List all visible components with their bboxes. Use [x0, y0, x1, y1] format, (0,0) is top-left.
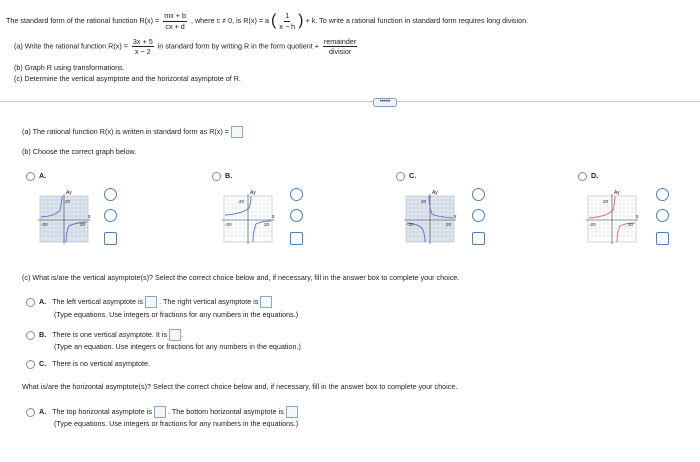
radio-c[interactable] [396, 172, 405, 181]
bottom-horizontal-asymptote-input[interactable] [286, 406, 298, 418]
zoom-out-icon[interactable] [104, 209, 117, 222]
horizontal-option-a-note: (Type equations. Use integers or fractions for any numbers in the equations.) [54, 419, 299, 428]
option-label: A. [39, 296, 47, 306]
answer-b: (b) Choose the correct graph below. [22, 147, 137, 156]
answer-a-text: (a) The rational function R(x) is written in standard form as R(x) = [22, 126, 229, 136]
part-a-mid: in standard form by writing R in the form quotient + [157, 41, 319, 51]
graph-d [586, 188, 640, 246]
radio-d[interactable] [578, 172, 587, 181]
x-tick-right: 20 [446, 222, 452, 227]
graph-option-d[interactable] [578, 171, 602, 181]
vertical-option-a-note: (Type equations. Use integers or fractions for any numbers in the equations.) [54, 310, 299, 319]
divider [0, 101, 700, 102]
y-axis-label: Ay [66, 190, 72, 196]
zoom-in-icon[interactable] [104, 188, 117, 201]
answer-a-input[interactable] [231, 126, 243, 138]
option-text: There is no vertical asymptote. [52, 359, 150, 368]
x-axis-label: x [272, 214, 275, 220]
problem-intro: The standard form of the rational function R(x) = $\frac{mx + b}{cx + d}$ , where c ≠ 0, is R(x) = a ( $\frac{1}{x - h}$ ) + k. To write a rational function in standard form requires long division. [6, 11, 529, 31]
x-tick-left: -20 [589, 222, 596, 227]
option-label: A. [39, 406, 47, 416]
x-tick-left: -20 [41, 222, 48, 227]
y-axis-label: Ay [432, 190, 438, 196]
radio-vertical-b[interactable] [26, 331, 35, 340]
graph-option-a[interactable] [26, 171, 50, 181]
y-tick-label: 20 [65, 199, 71, 204]
expand-graph-icon[interactable] [656, 232, 669, 245]
part-a-form [323, 38, 357, 55]
zoom-in-icon[interactable] [656, 188, 669, 201]
intro-text: The standard form of the rational function R(x) = [6, 15, 160, 25]
expand-graph-icon[interactable] [290, 232, 303, 245]
radio-vertical-a[interactable] [26, 298, 35, 307]
option-label: D. [591, 171, 599, 180]
option-label: C. [39, 359, 47, 368]
vertical-option-b-note: (Type an equation. Use integers or fractions for any numbers in the equation.) [54, 342, 301, 351]
x-tick-left: -20 [225, 222, 232, 227]
x-tick-left: -20 [407, 222, 414, 227]
top-horizontal-asymptote-input[interactable] [154, 406, 166, 418]
vertical-question: (c) What is/are the vertical asymptote(s)? Select the correct choice below and, if necessary, fill in the answer box to complete your choice. [22, 273, 460, 282]
vertical-asymptote-input[interactable] [169, 329, 184, 341]
y-axis-label: Ay [614, 190, 620, 196]
expand-graph-icon[interactable] [472, 232, 485, 245]
graph-option-b[interactable] [212, 171, 236, 181]
horizontal-option-a[interactable] [26, 406, 298, 418]
part-b-statement: (b) Graph R using transformations. [14, 63, 125, 72]
intro-fraction [163, 12, 187, 29]
part-a-fraction [132, 38, 154, 55]
intro-suffix: + k. To write a rational function in standard form requires long division. [305, 15, 529, 25]
radio-a[interactable] [26, 172, 35, 181]
part-c-statement: (c) Determine the vertical asymptote and the horizontal asymptote of R. [14, 74, 241, 83]
part-a-text: (a) Write the rational function R(x) = [14, 41, 128, 51]
graph-c [404, 188, 458, 246]
zoom-out-icon[interactable] [290, 209, 303, 222]
zoom-out-icon[interactable] [472, 209, 485, 222]
vertical-option-b[interactable] [26, 329, 183, 341]
frac-num: 1 [285, 11, 290, 21]
x-axis-label: x [636, 214, 639, 220]
zoom-in-icon[interactable] [472, 188, 485, 201]
option-text-2: . [181, 329, 184, 339]
y-axis-label: Ay [250, 190, 256, 196]
y-tick-label: 20 [421, 199, 427, 204]
frac-den: x − h [279, 21, 296, 31]
option-label: B. [225, 171, 233, 180]
left-vertical-asymptote-input[interactable] [145, 296, 157, 308]
intro-mid: , where c ≠ 0, is R(x) = a [191, 15, 270, 25]
graph-b [222, 188, 276, 246]
x-axis-label: x [88, 214, 91, 220]
option-label: C. [409, 171, 417, 180]
zoom-out-icon[interactable] [656, 209, 669, 222]
intro-inner-fraction [278, 12, 296, 29]
y-tick-label: 20 [239, 199, 245, 204]
option-text: There is one vertical asymptote. It is [52, 329, 168, 339]
radio-vertical-c[interactable] [26, 360, 35, 369]
graph-option-c[interactable] [396, 171, 420, 181]
frac-den: cx + d [165, 21, 185, 31]
expand-graph-icon[interactable] [104, 232, 117, 245]
radio-horizontal-a[interactable] [26, 408, 35, 417]
option-label: B. [39, 329, 47, 339]
option-label: A. [39, 171, 47, 180]
x-tick-right: 20 [264, 222, 270, 227]
frac-num: mx + b [164, 11, 186, 21]
frac-num: 3x + 5 [132, 37, 153, 46]
option-text: The left vertical asymptote is [52, 296, 144, 306]
right-vertical-asymptote-input[interactable] [260, 296, 272, 308]
zoom-in-icon[interactable] [290, 188, 303, 201]
option-text-2: . The right vertical asymptote is [159, 296, 259, 306]
expand-button[interactable]: ••••• [373, 98, 397, 107]
y-tick-label: 20 [603, 199, 609, 204]
frac-den: x − 2 [134, 47, 151, 57]
horizontal-question: What is/are the horizontal asymptote(s)? Select the correct choice below and, if necessary, fill in the answer box to complete your choice. [22, 382, 458, 391]
x-axis-label: x [454, 214, 457, 220]
option-text-2: . The bottom horizontal asymptote is [167, 406, 284, 416]
vertical-option-c[interactable] [26, 359, 150, 369]
frac-num: remainder [323, 37, 357, 46]
vertical-option-a[interactable] [26, 296, 272, 308]
answer-a [22, 126, 243, 138]
x-tick-right: 20 [80, 222, 86, 227]
x-tick-right: 20 [628, 222, 634, 227]
graph-a [38, 188, 92, 246]
option-text: The top horizontal asymptote is [52, 406, 152, 416]
frac-den: divisior [328, 47, 352, 57]
radio-b[interactable] [212, 172, 221, 181]
part-a-statement [14, 38, 359, 55]
